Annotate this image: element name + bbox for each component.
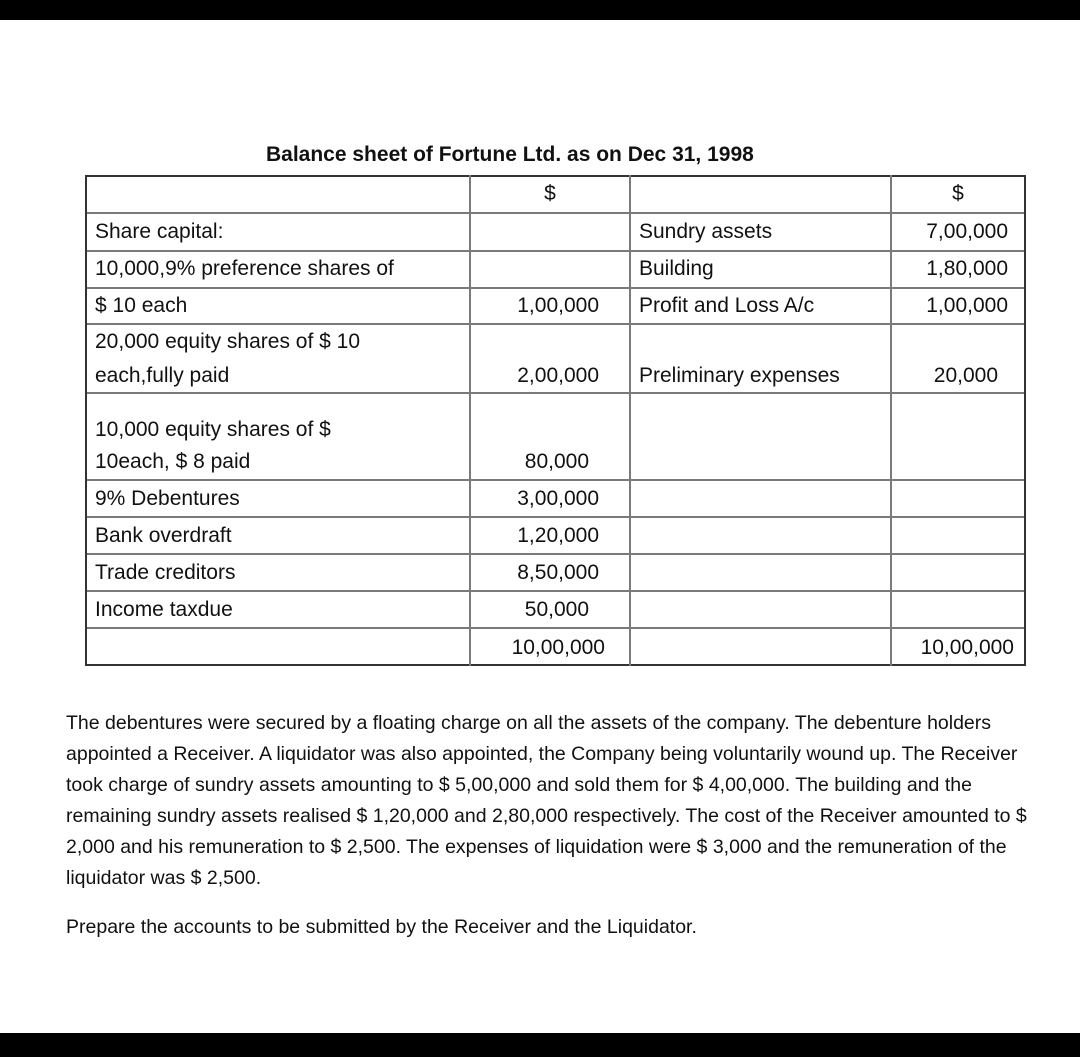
profit-and-loss-amount: 1,00,000	[926, 294, 1008, 317]
trade-creditors-label: Trade creditors	[95, 561, 236, 584]
preliminary-expenses-label: Preliminary expenses	[639, 364, 840, 387]
row-divider	[85, 516, 1026, 518]
row-divider	[85, 323, 1026, 325]
equity-shares-2-line2: 10each, $ 8 paid	[95, 450, 251, 473]
liabilities-total: 10,00,000	[511, 636, 605, 659]
table-border-right	[1024, 175, 1026, 666]
bank-overdraft-amount: 1,20,000	[517, 524, 599, 547]
debentures-amount: 3,00,000	[517, 487, 599, 510]
debentures-label: 9% Debentures	[95, 487, 240, 510]
column-divider	[629, 175, 631, 666]
row-divider	[85, 287, 1026, 289]
equity-shares-1-line1: 20,000 equity shares of $ 10	[95, 330, 361, 353]
row-divider	[85, 479, 1026, 481]
income-tax-due-amount: 50,000	[524, 598, 589, 621]
problem-description: The debentures were secured by a floating charge on all the assets of the company. The debenture holders appointed a Receiver. A liquidator was also appointed, the Company being voluntarily wound up. The Receiver took charge of sundry assets amounting to $ 5,00,000 and sold them for $ 4,00,000. The building and the remaining sundry assets realised $ 1,20,000 and 2,80,000 respectively. The cost of the Receiver amounted to $ 2,000 and his remuneration to $ 2,500. The expenses of liquidation were $ 3,000 and the remuneration of the liquidator was $ 2,500.	[66, 712, 1027, 889]
table-border-left	[85, 175, 87, 666]
bank-overdraft-label: Bank overdraft	[95, 524, 232, 547]
table-border-top	[85, 175, 1026, 177]
sundry-assets-amount: 7,00,000	[926, 220, 1008, 243]
bottom-black-bar	[0, 1033, 1080, 1057]
row-divider	[85, 392, 1026, 394]
currency-header-left: $	[544, 182, 556, 205]
preliminary-expenses-amount: 20,000	[933, 364, 998, 387]
sundry-assets-label: Sundry assets	[639, 220, 773, 243]
trade-creditors-amount: 8,50,000	[517, 561, 599, 584]
equity-shares-1-line2: each,fully paid	[95, 364, 230, 387]
column-divider	[469, 175, 471, 666]
row-divider	[85, 627, 1026, 629]
assets-total: 10,00,000	[920, 636, 1014, 659]
preference-shares-amount: 1,00,000	[517, 294, 599, 317]
equity-shares-1-amount: 2,00,000	[517, 364, 599, 387]
problem-instruction: Prepare the accounts to be submitted by the Receiver and the Liquidator.	[66, 916, 697, 938]
preference-shares-line2: $ 10 each	[95, 294, 188, 317]
row-divider	[85, 553, 1026, 555]
income-tax-due-label: Income taxdue	[95, 598, 233, 621]
currency-header-right: $	[952, 182, 964, 205]
profit-and-loss-label: Profit and Loss A/c	[639, 294, 815, 317]
column-divider	[890, 175, 892, 666]
table-border-bottom	[85, 664, 1026, 666]
building-amount: 1,80,000	[926, 257, 1008, 280]
row-divider	[85, 250, 1026, 252]
row-divider	[85, 212, 1026, 214]
equity-shares-2-amount: 80,000	[524, 450, 589, 473]
balance-sheet-title: Balance sheet of Fortune Ltd. as on Dec 31, 1998	[266, 143, 754, 166]
equity-shares-2-line1: 10,000 equity shares of $	[95, 418, 331, 441]
share-capital-label: Share capital:	[95, 220, 224, 243]
preference-shares-line1: 10,000,9% preference shares of	[95, 257, 394, 280]
building-label: Building	[639, 257, 714, 280]
row-divider	[85, 590, 1026, 592]
